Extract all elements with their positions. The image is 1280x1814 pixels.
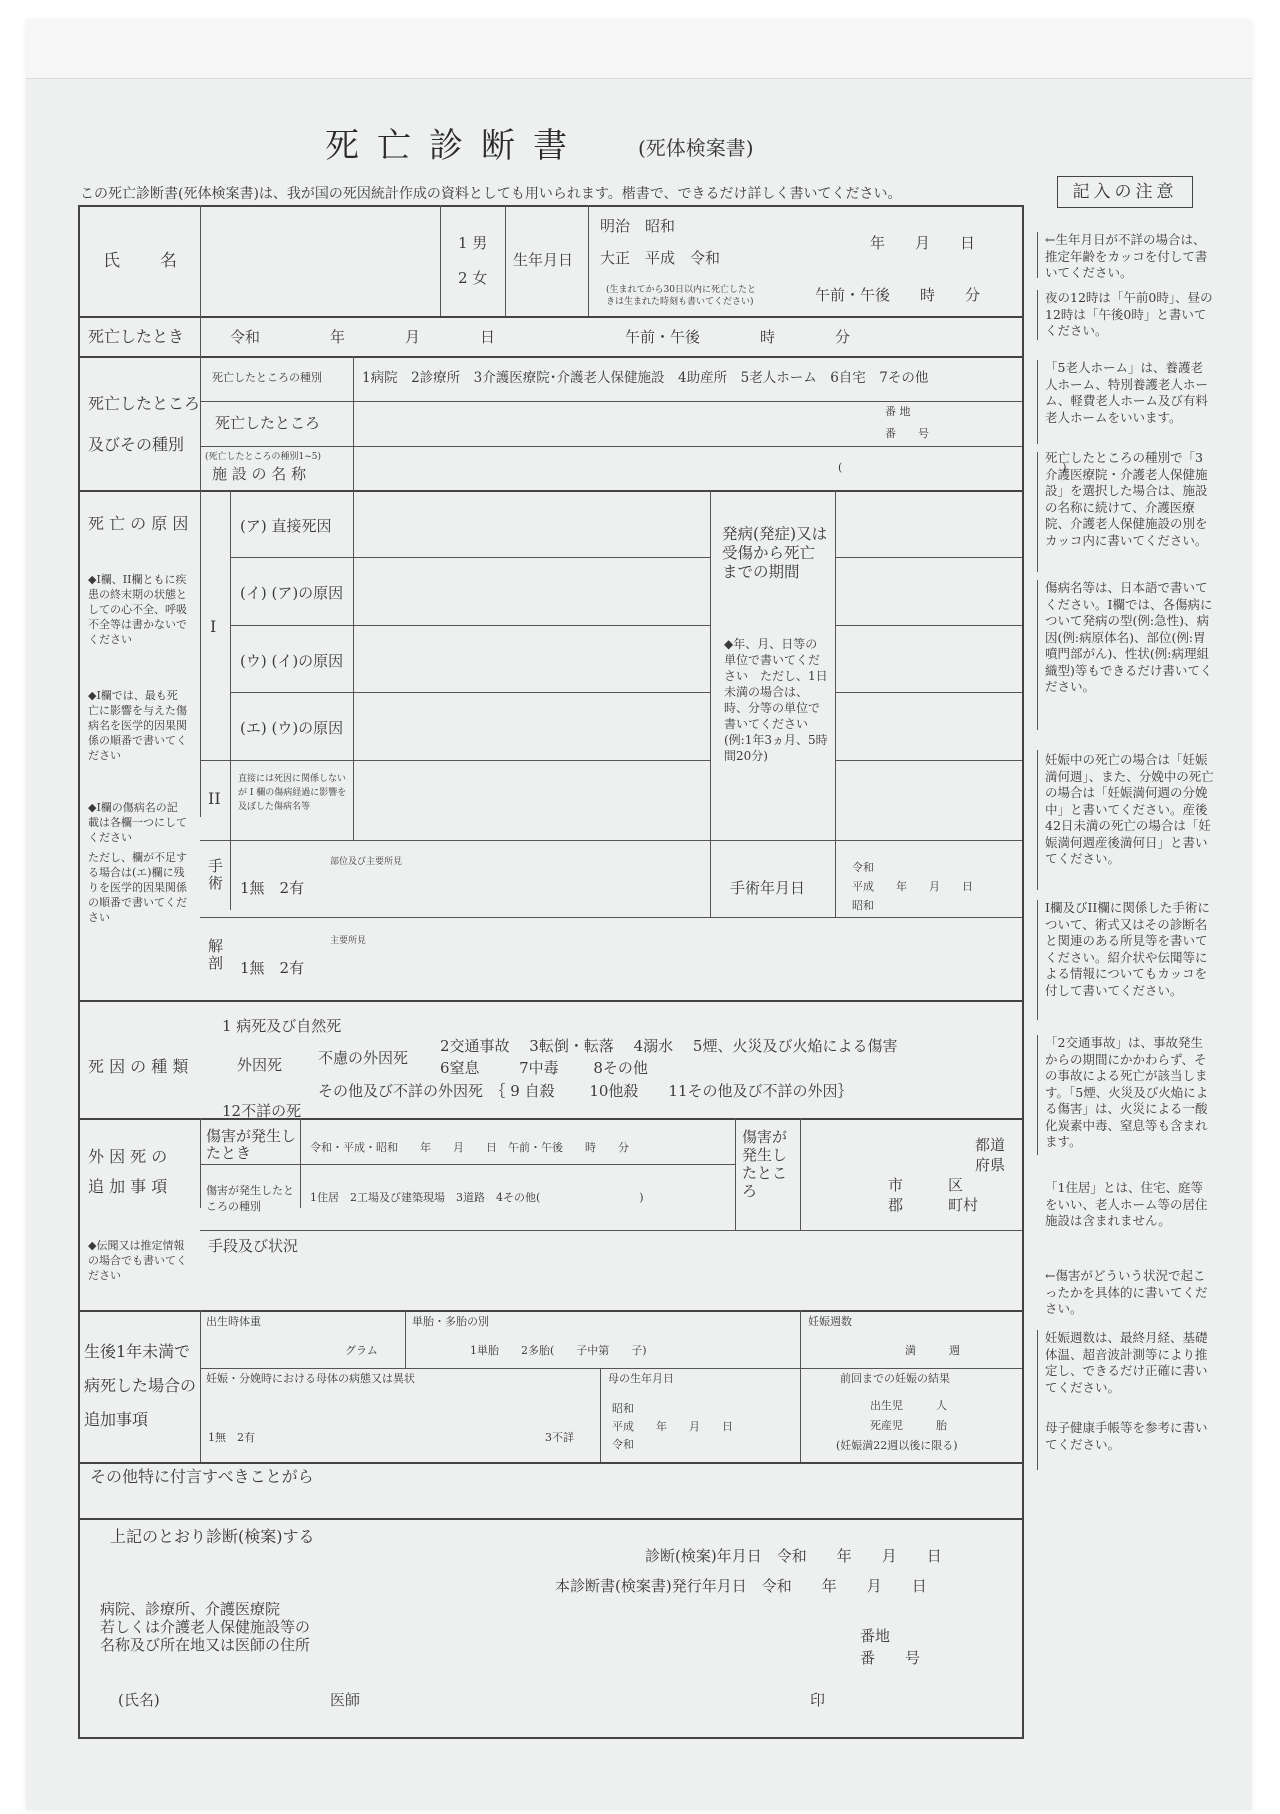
- surgery-options[interactable]: 1無 2有: [240, 879, 305, 897]
- injury-where-types[interactable]: 1住居 2工場及び建築現場 3道路 4その他( ): [310, 1191, 644, 1204]
- row-divider: [78, 1518, 1022, 1520]
- cause-note-3: ◆I欄の傷病名の記載は各欄一つにしてください: [88, 801, 187, 844]
- birth-type-options[interactable]: 1単胎 2多胎( 子中第 子): [470, 1344, 647, 1357]
- external-label-2: 追 加 事 項: [88, 1177, 168, 1196]
- side-bracket: [1037, 232, 1038, 278]
- row-line: [835, 760, 1022, 761]
- col-line: [300, 1118, 301, 1208]
- signature-doctor-label: 医師: [330, 1691, 361, 1709]
- cause-roman-2: II: [208, 789, 221, 808]
- notice-label: 記入の注意: [1057, 176, 1193, 208]
- signature-address: 番地 番 号: [860, 1627, 921, 1667]
- death-time-era: 令和: [230, 328, 261, 346]
- col-line: [353, 356, 354, 490]
- period-label: 発病(発症)又は受傷から死亡までの期間: [722, 525, 828, 581]
- row-line: [200, 1230, 1022, 1231]
- row-divider: [78, 1310, 1022, 1312]
- kind-accidental-types-2[interactable]: 6窒息 7中毒 8その他: [440, 1059, 648, 1077]
- surgery-label: 手術: [208, 857, 224, 893]
- birth-era-row2: 大正 平成 令和: [600, 249, 721, 267]
- sex-male-option[interactable]: 1 男: [458, 234, 488, 252]
- infant-label: 生後1年未満で病死した場合の追加事項: [84, 1342, 197, 1429]
- kind-external: 外因死: [237, 1056, 283, 1074]
- autopsy-options[interactable]: 1無 2有: [240, 959, 305, 977]
- injury-pref: 都道 府県: [975, 1136, 1006, 1174]
- kind-natural[interactable]: 1 病死及び自然死: [222, 1017, 342, 1035]
- diagnosis-date: 診断(検案)年月日 令和 年 月 日: [645, 1547, 942, 1565]
- previous-result-label: 前回までの妊娠の結果: [840, 1372, 950, 1385]
- previous-note: (妊娠満22週以後に限る): [836, 1439, 958, 1452]
- mother-birth-eras: 昭和 平成 年 月 日 令和: [612, 1402, 733, 1451]
- kind-accidental-types-1[interactable]: 2交通事故 3転倒・転落 4溺水 5煙、火災及び火焔による傷害: [440, 1037, 898, 1055]
- cause-u-label: (ウ) (イ)の原因: [240, 652, 344, 670]
- name-label: 氏 名: [103, 251, 179, 271]
- cause-a-label: (ア) 直接死因: [240, 517, 332, 535]
- signature-name-label: (氏名): [118, 1691, 160, 1709]
- col-line: [600, 1368, 601, 1462]
- side-note-12: 母子健康手帳等を参考に書いてください。: [1045, 1420, 1208, 1452]
- side-note-8: 「2交通事故」は、事故発生からの期間にかかわらず、その事故による死亡が該当します。「5煙、火災及び火焔による傷害」は、火災による一酸化炭素中毒、窒息等も含まれます。: [1045, 1035, 1209, 1149]
- side-bracket: [1037, 750, 1038, 890]
- col-line: [800, 1310, 801, 1462]
- mother-condition-options[interactable]: 1無 2有: [208, 1431, 255, 1444]
- col-line: [835, 490, 836, 917]
- row-divider: [78, 356, 1022, 358]
- other-notes-label: その他特に付言すべきことがら: [90, 1467, 314, 1486]
- pregnancy-weeks-label: 妊娠週数: [808, 1315, 852, 1328]
- cause-note-2: ◆I欄では、最も死亡に影響を与えた傷病名を医学的因果関係の順番で書いてください: [88, 689, 187, 762]
- birth-type-label: 単胎・多胎の別: [412, 1315, 489, 1328]
- mother-condition-unknown[interactable]: 3不詳: [545, 1431, 574, 1444]
- row-divider: [78, 316, 1022, 318]
- row-line: [200, 840, 1022, 841]
- side-note-9: 「1住居」とは、住宅、庭等をいい、老人ホーム等の居住施設は含まれません。: [1045, 1180, 1208, 1228]
- injury-when-value: 令和・平成・昭和 年 月 日 午前・午後 時 分: [310, 1141, 629, 1154]
- death-date: 年 月 日: [330, 328, 496, 346]
- side-bracket: [1037, 900, 1038, 1020]
- row-divider: [78, 1462, 1022, 1464]
- birth-ymd: 年 月 日: [870, 234, 976, 252]
- cause-note-4: ただし、欄が不足する場合は(エ)欄に残りを医学的因果関係の順番で書いてください: [88, 851, 187, 924]
- cause-note-1: ◆I欄、II欄ともに疾患の終末期の状態としての心不全、呼吸不全等は書かないでください: [88, 573, 187, 646]
- row-line: [230, 557, 710, 558]
- injury-where-type-label: 傷害が発生したところの種別: [206, 1184, 294, 1213]
- cause-roman-1: I: [210, 617, 217, 636]
- kind-accidental: 不慮の外因死: [318, 1049, 409, 1067]
- col-line: [405, 1310, 406, 1368]
- issue-date: 本診断書(検案書)発行年月日 令和 年 月 日: [555, 1577, 927, 1595]
- col-line: [230, 490, 231, 910]
- intro-text: この死亡診断書(死体検案書)は、我が国の死因統計作成の資料としても用いられます。楷書で、できるだけ詳しく書いてください。: [80, 186, 902, 202]
- page-title: 死亡診断書: [325, 126, 585, 166]
- pad-binding: [26, 20, 1252, 79]
- seal-mark: 印: [810, 1691, 826, 1709]
- surgery-date-label: 手術年月日: [730, 879, 806, 897]
- injury-where-label: 傷害が発生したところ: [742, 1128, 788, 1200]
- external-note: ◆伝聞又は推定情報の場合でも書いてください: [88, 1239, 187, 1282]
- side-note-2: 夜の12時は「午前0時」、昼の12時は「午後0時」と書いてください。: [1045, 290, 1213, 338]
- col-line: [440, 205, 441, 316]
- place-types[interactable]: 1病院 2診療所 3介護医療院･介護老人保健施設 4助産所 5老人ホーム 6自宅 7その他: [362, 370, 929, 386]
- side-bracket: [1037, 360, 1038, 444]
- row-line: [230, 692, 710, 693]
- col-line: [200, 1310, 201, 1462]
- autopsy-label: 解剖: [208, 937, 224, 973]
- injury-when-label: 傷害が発生したとき: [206, 1127, 297, 1163]
- injury-city: 市 区 郡 町村: [888, 1176, 979, 1214]
- row-line: [835, 557, 1022, 558]
- external-label-1: 外 因 死 の: [88, 1147, 168, 1166]
- place-banchi: 番 地: [885, 405, 911, 418]
- facility-paren: ( ): [838, 461, 1067, 474]
- row-line: [200, 401, 1022, 402]
- hospital-label: 病院、診療所、介護医療院 若しくは介護老人保健施設等の 名称及び所在地又は医師の住所: [100, 1600, 311, 1654]
- birth-era-row1: 明治 昭和: [600, 217, 676, 235]
- side-note-11: 妊娠週数は、最終月経、基礎体温、超音波計測等により推定し、できるだけ正確に書いてください。: [1045, 1330, 1208, 1395]
- kind-other-external[interactable]: その他及び不詳の外因死 ｛ 9 自殺 10他殺 11その他及び不詳の外因｝: [318, 1082, 853, 1100]
- col-line: [710, 490, 711, 917]
- place-ban: 番 号: [885, 427, 929, 440]
- birth-note-2: きは生まれた時刻も書いてください): [606, 297, 754, 307]
- cause-label: 死 亡 の 原 因: [88, 514, 189, 533]
- col-line: [200, 205, 201, 817]
- death-time: 午前・午後 時 分: [625, 328, 851, 346]
- birth-date-label: 生年月日: [513, 251, 574, 269]
- cause-e-label: (エ) (ウ)の原因: [240, 719, 344, 737]
- period-note: ◆年、月、日等の単位で書いてください ただし、1日未満の場合は、時、分等の単位で書いてください (例:1年3ヵ月、5時間20分): [724, 637, 828, 763]
- side-note-3: 「5老人ホーム」は、養護老人ホーム、特別養護老人ホーム、軽費老人ホーム及び有料老人ホームをいいます。: [1045, 360, 1208, 425]
- birth-weight-unit: グラム: [345, 1344, 378, 1357]
- row-line: [200, 1164, 735, 1165]
- row-line: [200, 917, 1022, 918]
- side-note-6: 妊娠中の死亡の場合は「妊娠満何週」、また、分娩中の死亡の場合は「妊娠満何週の分娩中」と書いてください。産後42日未満の死亡の場合は「妊娠満何週産後満何日」と書いてください。: [1045, 752, 1214, 866]
- row-divider: [78, 490, 1022, 492]
- kind-label: 死 因 の 種 類: [88, 1057, 189, 1076]
- side-bracket: [1037, 290, 1038, 340]
- row-line: [835, 692, 1022, 693]
- row-line: [230, 625, 710, 626]
- side-note-4: 死亡したところの種別で「3介護医療院・介護老人保健施設」を選択した場合は、施設の名称に続けて、介護医療院、介護老人保健施設の別をカッコ内に書いてください。: [1045, 450, 1208, 548]
- surgery-note: 部位及び主要所見: [330, 857, 403, 867]
- col-line: [735, 1118, 736, 1230]
- mother-condition-label: 妊娠・分娩時における母体の病態又は異状: [206, 1372, 415, 1385]
- mother-birth-label: 母の生年月日: [608, 1372, 674, 1385]
- facility-note: (死亡したところの種別1~5): [205, 452, 322, 462]
- place-label-1: 死亡したところ: [88, 394, 201, 413]
- death-time-label: 死亡したとき: [88, 327, 185, 346]
- previous-stillbirths: 死産児 胎: [870, 1419, 947, 1432]
- row-line: [200, 1368, 1022, 1369]
- side-note-5: 傷病名等は、日本語で書いてください。I欄では、各傷病について発病の型(例:急性)、病因(例:病原体名)、部位(例:胃噴門部がん)、性状(例:病理組織型)等もできるだけ書いてください。: [1045, 580, 1213, 694]
- row-line: [200, 446, 1022, 447]
- autopsy-note: 主要所見: [330, 936, 367, 946]
- col-line: [505, 205, 506, 316]
- side-note-10: ←傷害がどういう状況で起こったかを具体的に書いてください。: [1045, 1268, 1208, 1316]
- cause-ii-text: 直接には死因に関係しないが I 欄の傷病経過に影響を及ぼした傷病名等: [238, 774, 347, 812]
- side-bracket: [1037, 1330, 1038, 1470]
- side-note-7: I欄及びII欄に関係した手術について、術式又はその診断名と関連のある所見等を書いてください。紹介状や伝聞等による情報についてもカッコを付して書いてください。: [1045, 900, 1210, 998]
- kind-unknown[interactable]: 12不詳の死: [222, 1102, 302, 1120]
- side-bracket: [1037, 580, 1038, 730]
- col-line: [200, 1118, 201, 1208]
- diagnosis-statement: 上記のとおり診断(検案)する: [110, 1527, 315, 1546]
- col-line: [588, 205, 589, 316]
- col-line: [353, 490, 354, 840]
- row-line: [200, 760, 710, 761]
- row-divider: [78, 1000, 1022, 1002]
- col-line: [800, 1118, 801, 1230]
- injury-method-label: 手段及び状況: [208, 1237, 299, 1255]
- page-subtitle: (死体検案書): [638, 136, 754, 160]
- place-name-label: 死亡したところ: [215, 414, 321, 432]
- birth-weight-label: 出生時体重: [206, 1315, 261, 1328]
- row-divider: [78, 1118, 1022, 1120]
- cause-i-label: (イ) (ア)の原因: [240, 584, 344, 602]
- sex-female-option[interactable]: 2 女: [458, 269, 488, 287]
- row-line: [835, 625, 1022, 626]
- side-bracket: [1037, 1035, 1038, 1155]
- side-note-1: ←生年月日が不詳の場合は、推定年齢をカッコを付して書いてください。: [1045, 232, 1208, 280]
- pregnancy-weeks-unit: 満 週: [905, 1344, 960, 1357]
- facility-label: 施 設 の 名 称: [212, 465, 307, 483]
- birth-time: 午前・午後 時 分: [815, 286, 981, 304]
- surgery-date-eras: 令和 平成 年 月 日 昭和: [852, 861, 973, 912]
- previous-live-births: 出生児 人: [870, 1399, 947, 1412]
- birth-note-1: (生まれてから30日以内に死亡したと: [606, 285, 756, 295]
- place-label-2: 及びその種別: [88, 435, 185, 454]
- place-type-label: 死亡したところの種別: [212, 371, 322, 384]
